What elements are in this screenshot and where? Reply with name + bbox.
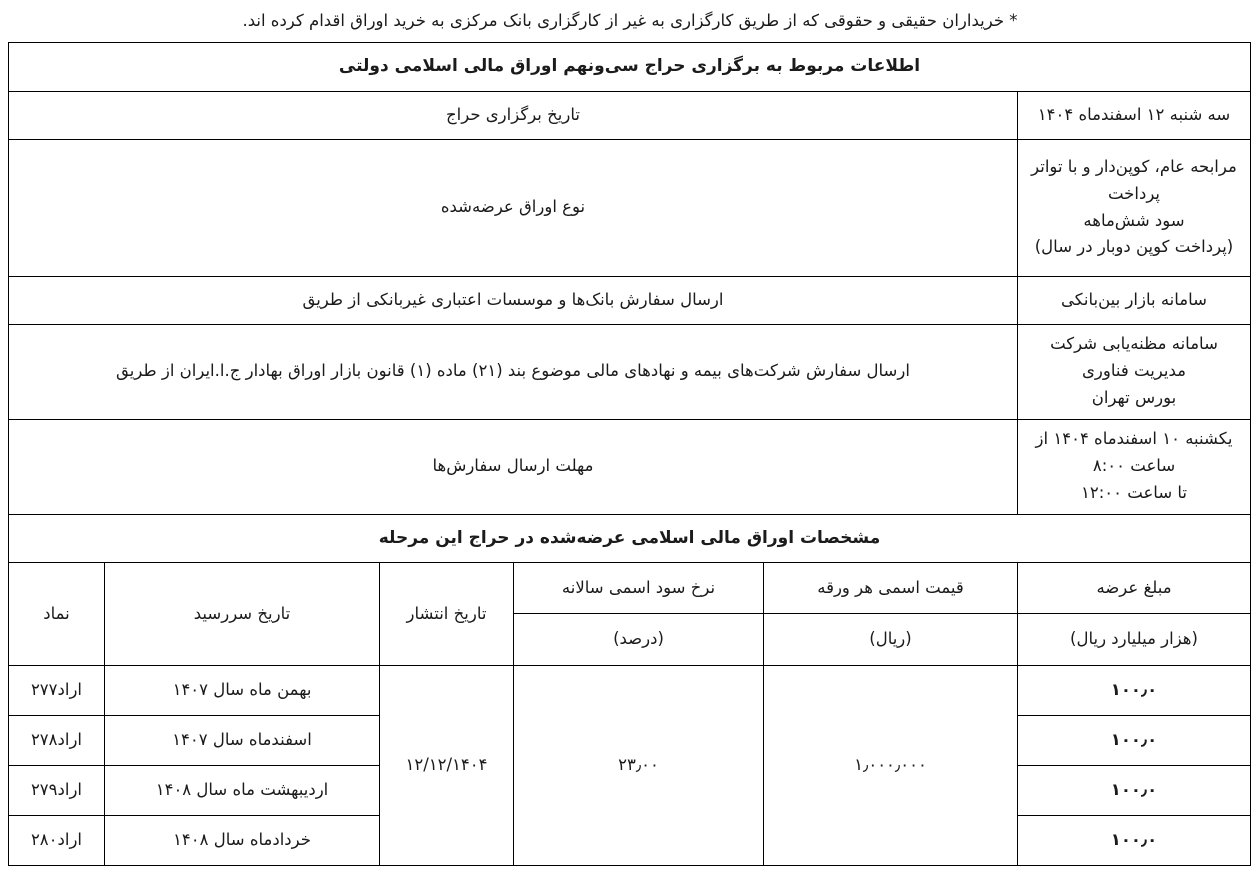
column-header-symbol: نماد xyxy=(8,563,104,666)
bank-order-channel-label: ارسال سفارش بانک‌ها و موسسات اعتباری غیربانکی از طریق xyxy=(8,276,1017,324)
cell-maturity-date: بهمن ماه سال ۱۴۰۷ xyxy=(105,666,380,716)
table-row xyxy=(8,276,1250,324)
order-deadline-label: مهلت ارسال سفارش‌ها xyxy=(8,419,1017,514)
institution-channel-line-1: سامانه مظنه‌یابی شرکت مدیریت فناوری xyxy=(1050,334,1218,381)
table-row xyxy=(8,324,1250,419)
table-row xyxy=(8,666,1250,716)
column-unit-offer-amount: (هزار میلیارد ریال) xyxy=(1018,614,1251,666)
column-header-offer-amount: مبلغ عرضه xyxy=(1018,563,1251,614)
cell-symbol: اراد۲۸۰ xyxy=(8,816,104,866)
cell-nominal-rate-merged: ۲۳٫۰۰ xyxy=(514,666,764,866)
cell-maturity-date: اردیبهشت ماه سال ۱۴۰۸ xyxy=(105,766,380,816)
institution-order-channel-value xyxy=(1018,324,1251,419)
auction-date-value: سه شنبه ۱۲ اسفندماه ۱۴۰۴ xyxy=(1018,91,1251,139)
column-header-nominal-price: قیمت اسمی هر ورقه xyxy=(764,563,1018,614)
auction-information-table xyxy=(8,42,1251,866)
cell-nominal-price-merged: ۱٫۰۰۰٫۰۰۰ xyxy=(764,666,1018,866)
cell-maturity-date: خردادماه سال ۱۴۰۸ xyxy=(105,816,380,866)
institution-order-channel-label: ارسال سفارش شرکت‌های بیمه و نهادهای مالی موضوع بند (۲۱) ماده (۱) قانون بازار اوراق بهادار ج.ا.ایران از طریق xyxy=(8,324,1017,419)
auction-date-label: تاریخ برگزاری حراج xyxy=(8,91,1017,139)
institution-channel-line-2: بورس تهران xyxy=(1091,387,1177,407)
cell-symbol: اراد۲۷۷ xyxy=(8,666,104,716)
column-header-nominal-rate: نرخ سود اسمی سالانه xyxy=(514,563,764,614)
order-deadline-value xyxy=(1018,419,1251,514)
section-one-title: اطلاعات مربوط به برگزاری حراج سی‌ونهم اوراق مالی اسلامی دولتی xyxy=(8,43,1250,92)
column-header-issue-date: تاریخ انتشار xyxy=(380,563,514,666)
column-header-maturity-date: تاریخ سررسید xyxy=(105,563,380,666)
cell-maturity-date: اسفندماه سال ۱۴۰۷ xyxy=(105,716,380,766)
bond-type-label: نوع اوراق عرضه‌شده xyxy=(8,139,1017,276)
table-row xyxy=(8,91,1250,139)
bond-type-value xyxy=(1018,139,1251,276)
cell-symbol: اراد۲۷۹ xyxy=(8,766,104,816)
cell-offer-amount: ۱۰۰٫۰ xyxy=(1018,816,1251,866)
table-row xyxy=(8,139,1250,276)
table-row xyxy=(8,419,1250,514)
footnote-text: * خریداران حقیقی و حقوقی که از طریق کارگزاری به غیر از کارگزاری بانک مرکزی به خرید اوراق اقدام کرده اند. xyxy=(242,10,1018,30)
bond-type-line-3: (پرداخت کوپن دوبار در سال) xyxy=(1034,237,1234,257)
bank-order-channel-value: سامانه بازار بین‌بانکی xyxy=(1018,276,1251,324)
cell-offer-amount: ۱۰۰٫۰ xyxy=(1018,666,1251,716)
section-two-header-row xyxy=(8,514,1250,563)
cell-offer-amount: ۱۰۰٫۰ xyxy=(1018,716,1251,766)
cell-symbol: اراد۲۷۸ xyxy=(8,716,104,766)
cell-issue-date-merged: ۱۲/۱۲/۱۴۰۴ xyxy=(380,666,514,866)
bond-type-line-2: سود شش‌ماهه xyxy=(1083,210,1185,230)
bond-type-line-1: مرابحه عام، کوپن‌دار و با تواتر پرداخت xyxy=(1031,157,1237,203)
section-two-title: مشخصات اوراق مالی اسلامی عرضه‌شده در حراج این مرحله xyxy=(8,514,1250,563)
column-unit-nominal-rate: (درصد) xyxy=(514,614,764,666)
order-deadline-line-1: یکشنبه ۱۰ اسفندماه ۱۴۰۴ از ساعت ۸:۰۰ xyxy=(1035,429,1233,476)
cell-offer-amount: ۱۰۰٫۰ xyxy=(1018,766,1251,816)
column-unit-nominal-price: (ریال) xyxy=(764,614,1018,666)
section-one-header-row xyxy=(8,43,1250,92)
order-deadline-line-2: تا ساعت ۱۲:۰۰ xyxy=(1080,482,1188,502)
column-header-row-1 xyxy=(8,563,1250,614)
